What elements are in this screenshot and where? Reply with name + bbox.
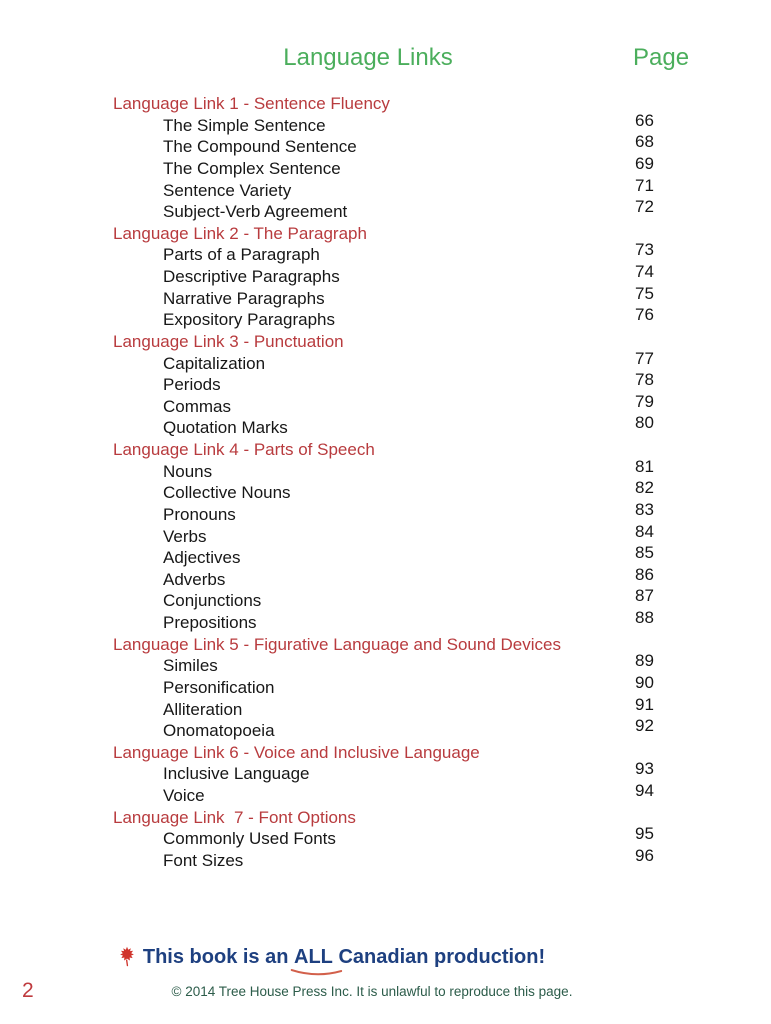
toc-item [0, 716, 771, 742]
toc-item-page: 86 [635, 564, 654, 584]
toc-item [0, 781, 771, 807]
toc-item-label: Capitalization [163, 353, 266, 373]
toc-item-page: 90 [635, 672, 654, 692]
toc-item-page: 89 [635, 651, 654, 671]
toc-item [0, 240, 771, 266]
toc-item-page: 94 [635, 781, 654, 800]
toc-item-label: Periods [163, 375, 221, 395]
toc-item-label: Adjectives [163, 548, 241, 568]
toc-item-page: 80 [635, 413, 654, 433]
toc-item [0, 391, 771, 418]
toc-item [0, 845, 771, 872]
toc-item [0, 759, 771, 785]
toc-item-page: 79 [635, 391, 654, 411]
toc-item-label: Conjunctions [163, 591, 262, 611]
toc-item [0, 197, 771, 223]
toc-item-label: Collective Nouns [163, 483, 291, 503]
toc-section-title: Language Link 4 - Parts of Speech [113, 440, 375, 459]
toc-item [0, 564, 771, 591]
toc-item [0, 110, 771, 137]
toc-item [0, 499, 771, 526]
toc-item [0, 586, 771, 612]
toc-section-title: Language Link 2 - The Paragraph [113, 223, 367, 243]
toc-item-page: 82 [635, 478, 654, 498]
toc-item [0, 132, 771, 158]
toc-item [0, 543, 771, 569]
toc-item [0, 175, 771, 202]
toc-item-label: Similes [163, 656, 218, 676]
toc-item-label: Commonly Used Fonts [163, 829, 336, 849]
toc-item [0, 478, 771, 504]
banner-text-emphasized [294, 946, 333, 969]
toc-section-title: Language Link 3 - Punctuation [113, 331, 344, 351]
toc-item-label: Inclusive Language [163, 764, 310, 784]
toc-item-page: 69 [635, 153, 654, 173]
toc-item-label: The Simple Sentence [163, 115, 326, 135]
banner-text-prefix: This book is an [142, 946, 295, 968]
toc-item-label: Commas [163, 396, 232, 416]
banner-all-label: ALL [294, 946, 333, 968]
toc-item-label: Adverbs [163, 569, 226, 589]
toc-item-label: Narrative Paragraphs [163, 288, 325, 308]
toc-item-page: 95 [635, 824, 654, 844]
toc-item-label: Subject-Verb Agreement [163, 202, 348, 222]
toc-item-page: 77 [635, 348, 654, 368]
toc-item [0, 608, 771, 634]
toc-item [0, 672, 771, 699]
toc-item-page: 85 [635, 543, 654, 563]
toc-item [0, 370, 771, 396]
toc-item-page: 76 [635, 305, 654, 325]
toc-item-label: Expository Paragraphs [163, 310, 335, 330]
canadian-production-banner [0, 946, 663, 973]
copyright-line: © 2014 Tree House Press Inc. It is unlawful to reproduce this page. [171, 984, 573, 999]
toc-item [0, 283, 771, 310]
toc-item-page: 74 [635, 262, 654, 281]
toc-item-page: 91 [635, 694, 654, 714]
page-title: Language Links [283, 44, 453, 71]
toc-item-page: 96 [635, 845, 654, 865]
toc-item-label: Alliteration [163, 699, 243, 719]
toc-item-page: 66 [635, 110, 654, 130]
toc-item-label: Voice [163, 786, 205, 805]
maple-leaf-icon [118, 946, 136, 973]
toc-list [0, 93, 771, 872]
toc-item-label: Nouns [163, 461, 213, 481]
toc-item-page: 81 [635, 456, 654, 476]
toc-item-label: Verbs [163, 526, 207, 546]
toc-item-page: 75 [635, 283, 654, 303]
toc-item-label: Descriptive Paragraphs [163, 267, 340, 286]
page-column-header: Page [633, 44, 690, 71]
toc-item-page: 73 [635, 240, 654, 260]
toc-item-label: Font Sizes [163, 850, 244, 870]
toc-section-title: Language Link 5 - Figurative Language and Sound Devices [113, 634, 561, 654]
toc-item-label: Personification [163, 677, 275, 697]
toc-item-label: Prepositions [163, 613, 257, 632]
toc-item [0, 456, 771, 483]
toc-item-label: The Complex Sentence [163, 158, 341, 178]
page-number: 2 [22, 979, 34, 1002]
toc-item-label: Onomatopoeia [163, 721, 275, 741]
toc-item [0, 824, 771, 850]
toc-item [0, 305, 771, 331]
toc-item-page: 71 [635, 175, 654, 195]
toc-item-label: The Compound Sentence [163, 137, 357, 157]
toc-item-page: 72 [635, 197, 654, 217]
toc-item-page: 83 [635, 499, 654, 519]
toc-item-page: 93 [635, 759, 654, 779]
toc-section-title: Language Link 7 - Font Options [113, 807, 356, 827]
toc-item [0, 413, 771, 439]
toc-item-page: 92 [635, 716, 654, 736]
toc-item-label: Sentence Variety [163, 180, 292, 200]
toc-item [0, 694, 771, 721]
toc-item-page: 68 [635, 132, 654, 152]
toc-section-title: Language Link 1 - Sentence Fluency [113, 94, 390, 113]
toc-item-label: Quotation Marks [163, 418, 288, 438]
toc-item [0, 521, 771, 548]
all-underline-stroke [290, 968, 343, 977]
toc-item-label: Parts of a Paragraph [163, 245, 320, 265]
toc-item [0, 153, 771, 180]
toc-item-page: 88 [635, 608, 654, 627]
toc-item [0, 348, 771, 375]
toc-item [0, 262, 771, 288]
toc-item-label: Pronouns [163, 504, 236, 524]
toc-item [0, 651, 771, 677]
toc-item-page: 78 [635, 370, 654, 390]
banner-text-suffix: Canadian production! [332, 946, 546, 968]
toc-item-page: 87 [635, 586, 654, 606]
toc-item-page: 84 [635, 521, 654, 541]
toc-section-title: Language Link 6 - Voice and Inclusive Language [113, 742, 480, 762]
